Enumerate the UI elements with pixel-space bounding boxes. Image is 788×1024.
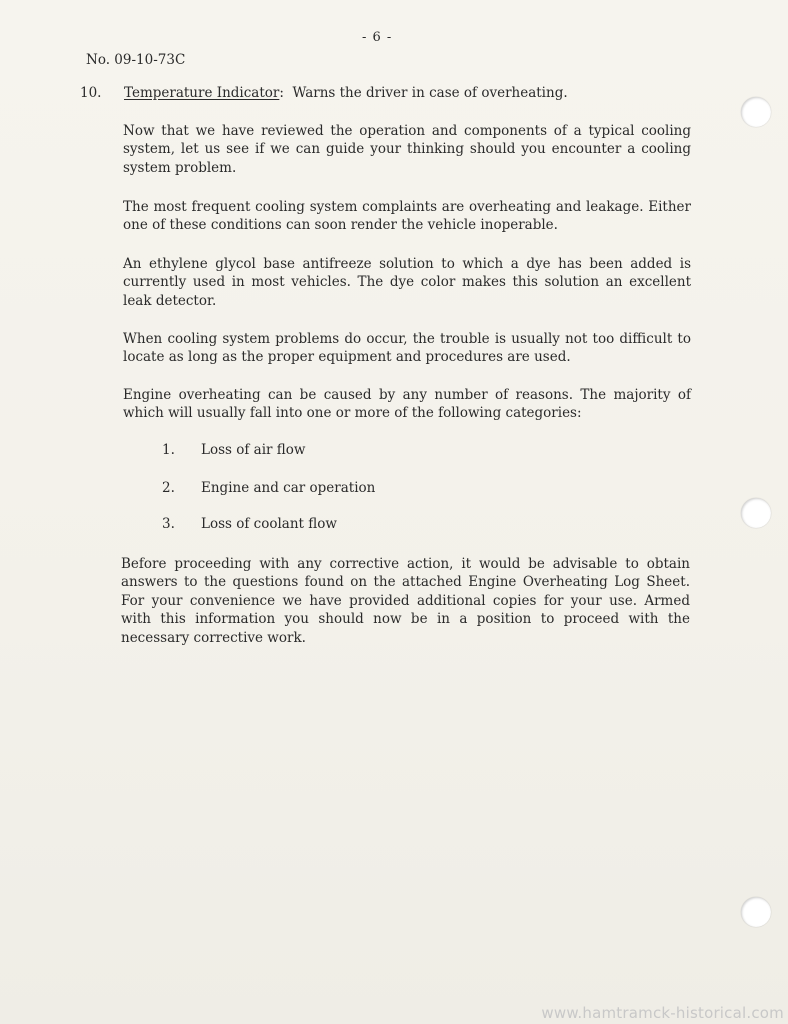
- paragraph-complaints: The most frequent cooling system complaints are overheating and leakage. Either one of these conditions can soon render the vehicle inoperable.: [123, 199, 691, 234]
- punch-hole-bottom: [741, 897, 771, 927]
- paragraph-troubleshooting: When cooling system problems do occur, the trouble is usually not too difficult to locate as long as the proper equipment and procedures are used.: [123, 331, 691, 366]
- punch-hole-top: [741, 97, 771, 127]
- document-number: No. 09-10-73C: [86, 52, 186, 68]
- paragraph-overheating-causes: Engine overheating can be caused by any number of reasons. The majority of which will usually fall into one or more of the following categories:: [123, 387, 691, 422]
- watermark: www.hamtramck-historical.com: [541, 1004, 784, 1022]
- paragraph-antifreeze: An ethylene glycol base antifreeze solution to which a dye has been added is currently used in most vehicles. The dye color makes this solution an excellent leak detector.: [123, 256, 691, 309]
- category-label: Loss of air flow: [201, 442, 306, 458]
- item-description: Warns the driver in case of overheating.: [292, 85, 568, 101]
- punch-hole-middle: [741, 498, 771, 528]
- category-number: 3.: [162, 516, 175, 532]
- category-number: 2.: [162, 480, 175, 496]
- category-label: Engine and car operation: [201, 480, 376, 496]
- page-number: - 6 -: [362, 30, 393, 45]
- category-number: 1.: [162, 442, 175, 458]
- item-title: Temperature Indicator: [124, 85, 280, 101]
- item-number: 10.: [80, 85, 102, 101]
- item-title-separator: :: [279, 85, 284, 101]
- paragraph-closing: Before proceeding with any corrective action, it would be advisable to obtain answers to the questions found on the attached Engine Overheating Log Sheet. For your convenience we have provided additional copies for your use. Armed with this information you should now be in a position to proceed with the necessary corrective work.: [121, 556, 690, 646]
- category-label: Loss of coolant flow: [201, 516, 337, 532]
- item-line: [124, 85, 568, 101]
- paragraph-review: Now that we have reviewed the operation and components of a typical cooling system, let us see if we can guide your thinking should you encounter a cooling system problem.: [123, 123, 691, 176]
